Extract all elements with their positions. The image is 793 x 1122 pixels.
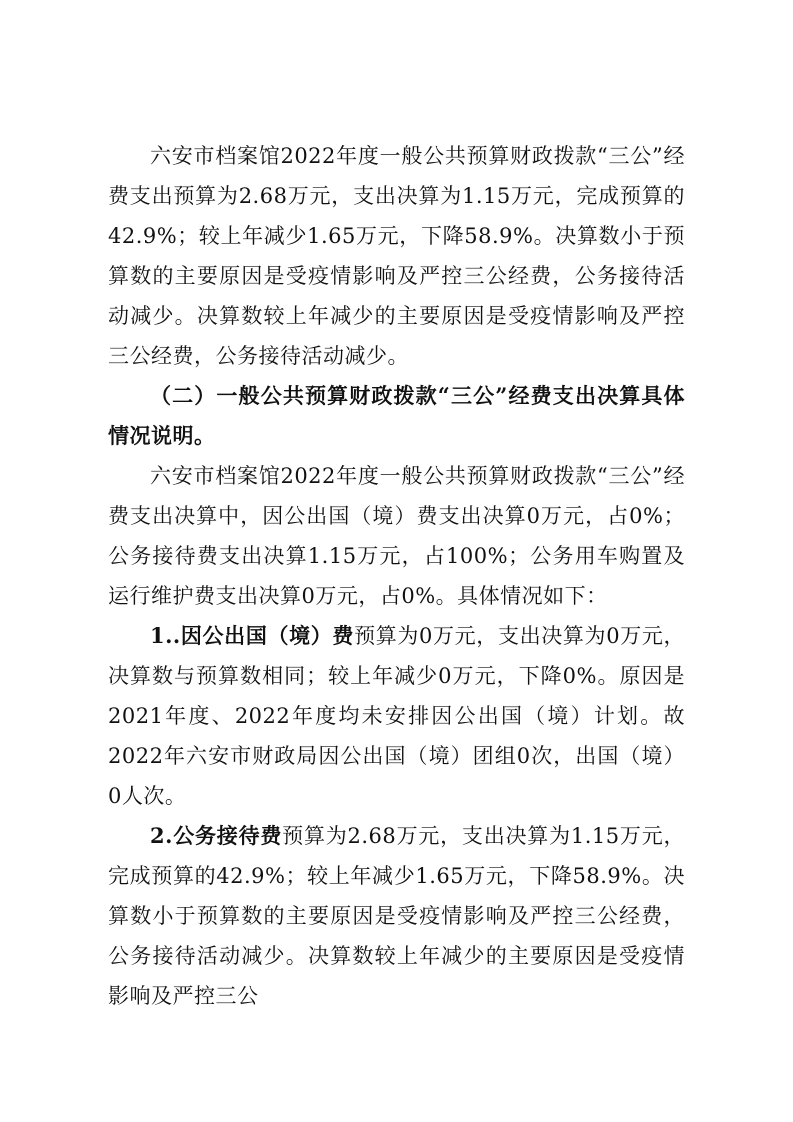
- section-heading: [108, 376, 685, 456]
- summary-paragraph: [108, 136, 685, 376]
- reception-paragraph: [108, 816, 685, 1016]
- breakdown-paragraph: [108, 456, 685, 616]
- reception-lead: 2.公务接待费: [150, 823, 283, 848]
- section-heading-text: （二）一般公共预算财政拨款“三公”经费支出决算具体情况说明。: [108, 383, 685, 448]
- summary-text: 六安市档案馆2022年度一般公共预算财政拨款“三公”经费支出预算为2.68万元，支出决算为1.15万元，完成预算的42.9%；较上年减少1.65万元，下降58.9%。决算数小于预算数的主要原因是受疫情影响及严控三公经费，公务接待活动减少。决算数较上年减少的主要原因是受疫情影响及严控三公经费，公务接待活动减少。: [108, 144, 685, 368]
- overseas-travel-lead: 1..因公出国（境）费: [150, 623, 355, 648]
- breakdown-text: 六安市档案馆2022年度一般公共预算财政拨款“三公”经费支出决算中，因公出国（境）费支出决算0万元，占0%；公务接待费支出决算1.15万元，占100%；公务用车购置及运行维护费支出决算0万元，占0%。具体情况如下：: [108, 464, 685, 608]
- reception-text: 预算为2.68万元，支出决算为1.15万元，完成预算的42.9%；较上年减少1.65万元，下降58.9%。决算数小于预算数的主要原因是受疫情影响及严控三公经费，公务接待活动减少。决算数较上年减少的主要原因是受疫情影响及严控三公: [108, 824, 685, 1008]
- overseas-travel-paragraph: [108, 616, 685, 816]
- overseas-travel-text: 预算为0万元，支出决算为0万元，决算数与预算数相同；较上年减少0万元，下降0%。原因是2021年度、2022年度均未安排因公出国（境）计划。故2022年六安市财政局因公出国（境）团组0次，出国（境）0人次。: [108, 624, 685, 808]
